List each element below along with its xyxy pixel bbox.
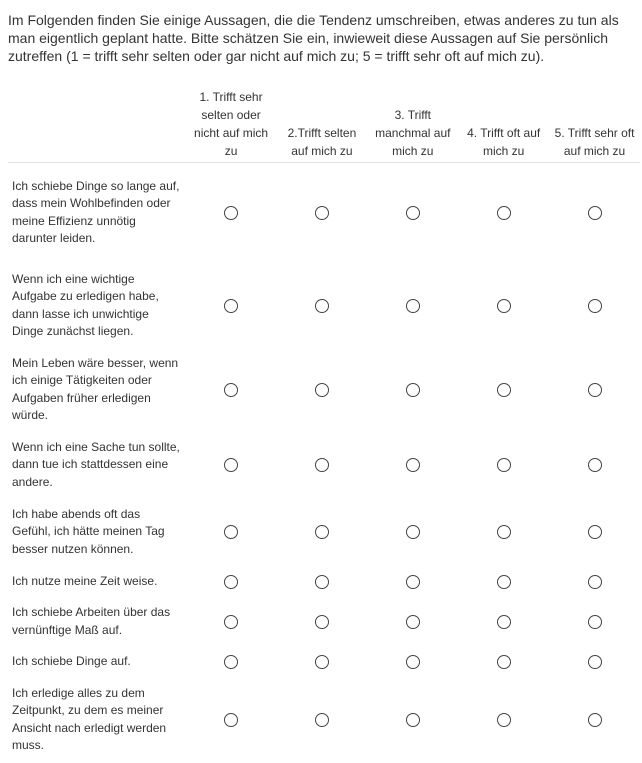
radio-3[interactable]	[406, 458, 420, 472]
statement-row-7	[8, 599, 640, 647]
cell	[276, 349, 367, 433]
cell	[276, 433, 367, 500]
column-header-3: 3. Trifft manchmal auf mich zu	[367, 84, 458, 163]
likert-matrix	[8, 84, 640, 763]
cell	[367, 599, 458, 647]
radio-1[interactable]	[224, 713, 238, 727]
cell	[458, 679, 549, 763]
cell	[458, 433, 549, 500]
radio-2[interactable]	[315, 206, 329, 220]
radio-3[interactable]	[406, 206, 420, 220]
cell	[549, 349, 640, 433]
cell	[367, 679, 458, 763]
radio-5[interactable]	[588, 713, 602, 727]
column-header-1: 1. Trifft sehr selten oder nicht auf mich zu	[186, 84, 277, 163]
radio-2[interactable]	[315, 525, 329, 539]
cell	[549, 567, 640, 599]
statement-row-3	[8, 349, 640, 433]
radio-4[interactable]	[497, 458, 511, 472]
cell	[549, 265, 640, 349]
radio-1[interactable]	[224, 299, 238, 313]
cell	[276, 567, 367, 599]
cell	[186, 647, 277, 679]
radio-4[interactable]	[497, 299, 511, 313]
cell	[367, 500, 458, 567]
cell	[458, 265, 549, 349]
cell	[367, 433, 458, 500]
cell	[276, 679, 367, 763]
cell	[276, 599, 367, 647]
radio-4[interactable]	[497, 383, 511, 397]
cell	[186, 567, 277, 599]
statement-row-9	[8, 679, 640, 763]
cell	[458, 163, 549, 266]
radio-2[interactable]	[315, 458, 329, 472]
radio-5[interactable]	[588, 615, 602, 629]
radio-3[interactable]	[406, 615, 420, 629]
statement-row-2	[8, 265, 640, 349]
radio-5[interactable]	[588, 458, 602, 472]
radio-3[interactable]	[406, 575, 420, 589]
statement-label: Ich habe abends oft das Gefühl, ich hätte meinen Tag besser nutzen können.	[12, 506, 165, 556]
radio-4[interactable]	[497, 655, 511, 669]
cell	[186, 599, 277, 647]
radio-5[interactable]	[588, 575, 602, 589]
cell	[549, 647, 640, 679]
cell	[276, 500, 367, 567]
radio-1[interactable]	[224, 615, 238, 629]
radio-3[interactable]	[406, 713, 420, 727]
cell	[549, 679, 640, 763]
cell	[276, 265, 367, 349]
header-row	[8, 84, 640, 163]
statement-row-4	[8, 433, 640, 500]
statement-label: Wenn ich eine wichtige Aufgabe zu erledigen habe, dann lasse ich unwichtige Dinge zunächst liegen.	[12, 271, 159, 338]
cell	[186, 433, 277, 500]
radio-4[interactable]	[497, 713, 511, 727]
cell	[458, 599, 549, 647]
radio-1[interactable]	[224, 525, 238, 539]
radio-1[interactable]	[224, 655, 238, 669]
cell	[458, 500, 549, 567]
cell	[458, 647, 549, 679]
cell	[367, 567, 458, 599]
question-text: Im Folgenden finden Sie einige Aussagen, die die Tendenz umschreiben, etwas anderes zu tun als man eigentlich geplant hatte. Bitte schätzen Sie ein, inwieweit diese Aussagen auf Sie persönlich zutreffen (1 = trifft sehr selten oder gar nicht auf mich zu; 5 = trifft sehr oft auf mich zu).	[8, 12, 619, 64]
radio-3[interactable]	[406, 655, 420, 669]
cell	[186, 500, 277, 567]
radio-1[interactable]	[224, 383, 238, 397]
cell	[186, 265, 277, 349]
cell	[276, 647, 367, 679]
statement-row-5	[8, 500, 640, 567]
radio-1[interactable]	[224, 575, 238, 589]
cell	[549, 599, 640, 647]
radio-5[interactable]	[588, 206, 602, 220]
statement-label: Ich schiebe Dinge auf.	[12, 653, 131, 668]
cell	[186, 679, 277, 763]
cell	[367, 265, 458, 349]
cell	[458, 349, 549, 433]
cell	[458, 567, 549, 599]
radio-5[interactable]	[588, 655, 602, 669]
radio-5[interactable]	[588, 299, 602, 313]
radio-1[interactable]	[224, 206, 238, 220]
radio-2[interactable]	[315, 655, 329, 669]
radio-5[interactable]	[588, 525, 602, 539]
statement-label: Ich schiebe Arbeiten über das vernünftige Maß auf.	[12, 605, 171, 637]
statement-label: Mein Leben wäre besser, wenn ich einige Tätigkeiten oder Aufgaben früher erledigen würde.	[12, 355, 179, 422]
cell	[549, 163, 640, 266]
cell	[367, 647, 458, 679]
column-header-5: 5. Trifft sehr oft auf mich zu	[549, 84, 640, 163]
statement-label: Ich schiebe Dinge so lange auf, dass mein Wohlbefinden oder meine Effizienz unnötig darunter leiden.	[12, 178, 180, 245]
column-header-2: 2.Trifft selten auf mich zu	[276, 84, 367, 163]
statement-row-6	[8, 567, 640, 599]
radio-2[interactable]	[315, 713, 329, 727]
statement-label: Wenn ich eine Sache tun sollte, dann tue ich stattdessen eine andere.	[12, 439, 180, 489]
radio-2[interactable]	[315, 615, 329, 629]
radio-3[interactable]	[406, 383, 420, 397]
radio-3[interactable]	[406, 299, 420, 313]
cell	[367, 163, 458, 266]
radio-2[interactable]	[315, 383, 329, 397]
cell	[549, 500, 640, 567]
radio-5[interactable]	[588, 383, 602, 397]
radio-1[interactable]	[224, 458, 238, 472]
statement-label: Ich erledige alles zu dem Zeitpunkt, zu dem es meiner Ansicht nach erledigt werden muss.	[12, 685, 167, 752]
radio-2[interactable]	[315, 299, 329, 313]
radio-4[interactable]	[497, 525, 511, 539]
radio-2[interactable]	[315, 575, 329, 589]
radio-4[interactable]	[497, 206, 511, 220]
radio-3[interactable]	[406, 525, 420, 539]
cell	[549, 433, 640, 500]
radio-4[interactable]	[497, 615, 511, 629]
radio-4[interactable]	[497, 575, 511, 589]
cell	[186, 349, 277, 433]
cell	[276, 163, 367, 266]
column-header-4: 4. Trifft oft auf mich zu	[458, 84, 549, 163]
statement-label: Ich nutze meine Zeit weise.	[12, 573, 158, 588]
header-corner	[8, 84, 186, 163]
statement-row-1	[8, 163, 640, 266]
cell	[367, 349, 458, 433]
statement-row-8	[8, 647, 640, 679]
cell	[186, 163, 277, 266]
